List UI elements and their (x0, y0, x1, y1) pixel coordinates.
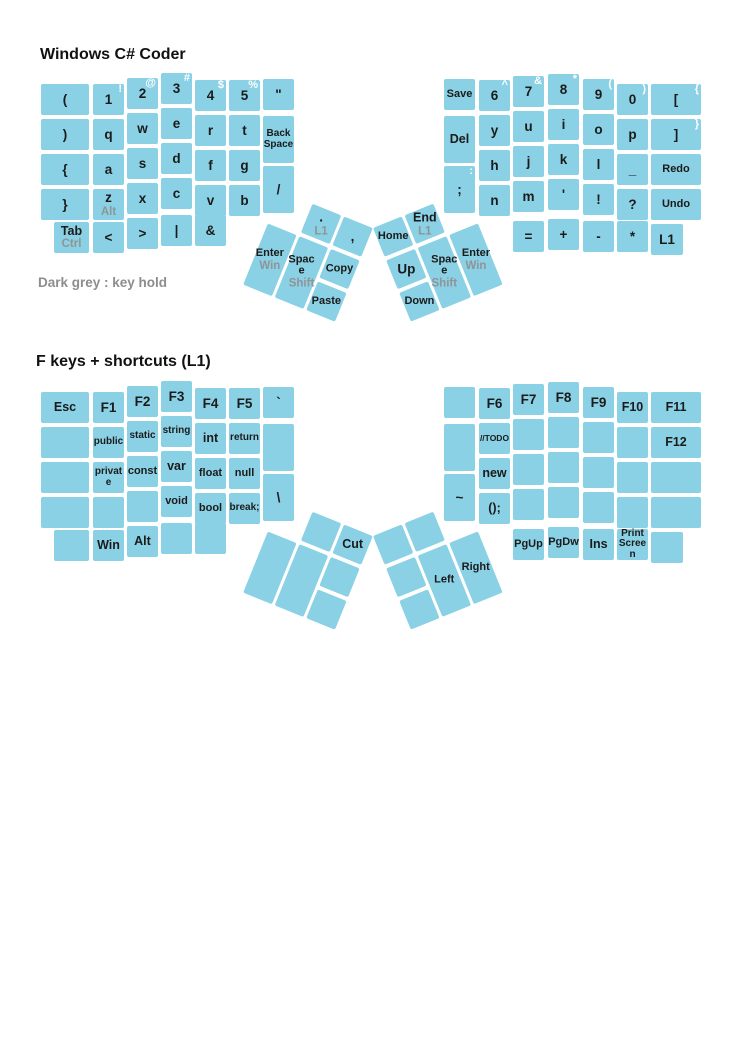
key-pgup: PgUp (513, 529, 544, 560)
key-blank (548, 487, 579, 518)
key-f7: F7 (513, 384, 544, 415)
key-blank (548, 417, 579, 448)
key-win: Win (93, 530, 124, 561)
key-up: Up (386, 249, 426, 289)
key-tab: Tab Ctrl (54, 222, 89, 253)
key-symbol: ; : (444, 166, 475, 213)
key-blank (513, 419, 544, 450)
key-space: Space Shift (418, 236, 471, 309)
key-home: Home (373, 216, 413, 256)
key-cut: Cut (332, 524, 372, 564)
key-symbol: | (161, 215, 192, 246)
key-symbol: } (41, 189, 89, 220)
key-symbol: ` (263, 387, 294, 418)
key-u: u (513, 111, 544, 142)
key-blank (651, 497, 701, 528)
key-symbol: ? (617, 189, 648, 220)
key-o: o (583, 114, 614, 145)
key-blank (513, 454, 544, 485)
key-6: 6 ^ (479, 80, 510, 111)
key-symbol: - (583, 221, 614, 252)
key-static: static (127, 421, 158, 452)
key-const: const (127, 456, 158, 487)
key-f12: F12 (651, 427, 701, 458)
key-r: r (195, 115, 226, 146)
key-symbol: & (195, 215, 226, 246)
key-blank (127, 491, 158, 522)
key-symbol: + (548, 219, 579, 250)
key-paste: Paste (306, 281, 346, 321)
key-f1: F1 (93, 392, 124, 423)
key-down: Down (399, 281, 439, 321)
key-var: var (161, 451, 192, 482)
key-left: Left (418, 544, 471, 617)
key-x: x (127, 183, 158, 214)
key-5: 5 % (229, 80, 260, 111)
key-c: c (161, 178, 192, 209)
key-symbol: , (332, 216, 372, 256)
key-symbol: ! (583, 184, 614, 215)
key-symbol: = (513, 221, 544, 252)
key-hold-legend: Dark grey : key hold (38, 275, 168, 290)
key-symbol: ' (548, 179, 579, 210)
key-1: 1 ! (93, 84, 124, 115)
key-symbol: < (93, 222, 124, 253)
key-int: int (195, 423, 226, 454)
key-blank (306, 589, 346, 629)
key-private: private (93, 462, 124, 493)
key-blank (444, 387, 475, 418)
key-symbol: > (127, 218, 158, 249)
key-blank (263, 424, 294, 471)
key-symbol: ~ (444, 474, 475, 521)
key-symbol: ) (41, 119, 89, 150)
key-f6: F6 (479, 388, 510, 419)
key-f2: F2 (127, 386, 158, 417)
key-symbol: { (41, 154, 89, 185)
key-symbol: [ { (651, 84, 701, 115)
key-copy: Copy (319, 249, 359, 289)
key-float: float (195, 458, 226, 489)
key-blank (161, 523, 192, 554)
key-symbol: (); (479, 493, 510, 524)
key-blank (41, 427, 89, 458)
key-d: d (161, 143, 192, 174)
key-h: h (479, 150, 510, 181)
key-blank (583, 492, 614, 523)
key-blank (93, 497, 124, 528)
key-right: Right (449, 531, 502, 604)
key-return: return (229, 423, 260, 454)
key-j: j (513, 146, 544, 177)
key-z: z Alt (93, 189, 124, 220)
key-w: w (127, 113, 158, 144)
key-space: Space Shift (275, 236, 328, 309)
key-m: m (513, 181, 544, 212)
key-t: t (229, 115, 260, 146)
key-redo: Redo (651, 154, 701, 185)
key-void: void (161, 486, 192, 517)
key-symbol: / (263, 166, 294, 213)
key-blank (195, 523, 226, 554)
key-e: e (161, 108, 192, 139)
key-ins: Ins (583, 529, 614, 560)
key-f: f (195, 150, 226, 181)
key-print-screen: Print Screen (618, 528, 647, 560)
key-symbol: ] } (651, 119, 701, 150)
key-del: Del (444, 116, 475, 163)
key-v: v (195, 185, 226, 216)
key-4: 4 $ (195, 80, 226, 111)
key-l1: L1 (651, 224, 683, 255)
key-symbol: _ (617, 154, 648, 185)
key-symbol: ( (41, 84, 89, 115)
key-8: 8 * (548, 74, 579, 105)
key-alt: Alt (127, 526, 158, 557)
key-back-space: Back Space (263, 116, 294, 163)
key-symbol: \ (263, 474, 294, 521)
key-blank (583, 457, 614, 488)
key-2: 2 @ (127, 78, 158, 109)
key-s: s (127, 148, 158, 179)
key-f4: F4 (195, 388, 226, 419)
layer0-title: Windows C# Coder (40, 46, 186, 63)
key-blank (41, 462, 89, 493)
key-blank (319, 557, 359, 597)
key-7: 7 & (513, 76, 544, 107)
key-end: End L1 (405, 204, 445, 244)
key-enter: Enter Win (449, 223, 502, 296)
key-f10: F10 (617, 392, 648, 423)
key-f5: F5 (229, 388, 260, 419)
key-symbol: * (617, 221, 648, 252)
key-n: n (479, 185, 510, 216)
key-esc: Esc (41, 392, 89, 423)
key-blank (617, 497, 648, 528)
key-f9: F9 (583, 387, 614, 418)
key-public: public (93, 427, 124, 458)
key-q: q (93, 119, 124, 150)
key-i: i (548, 109, 579, 140)
key-a: a (93, 154, 124, 185)
key-f3: F3 (161, 381, 192, 412)
key-3: 3 # (161, 73, 192, 104)
key-g: g (229, 150, 260, 181)
key-blank (548, 452, 579, 483)
key-blank (617, 462, 648, 493)
key-p: p (617, 119, 648, 150)
key-null: null (229, 458, 260, 489)
key-blank (513, 489, 544, 520)
key-blank (54, 530, 89, 561)
key-y: y (479, 115, 510, 146)
key-9: 9 ( (583, 79, 614, 110)
key-blank (583, 422, 614, 453)
key-bool: bool (195, 493, 226, 524)
key-string: string (161, 416, 192, 447)
key-undo: Undo (651, 189, 701, 220)
key-blank (41, 497, 89, 528)
key-l: l (583, 149, 614, 180)
key-f8: F8 (548, 382, 579, 413)
key-blank (617, 427, 648, 458)
key-blank (651, 532, 683, 563)
key-blank (444, 424, 475, 471)
key-enter: Enter Win (243, 223, 296, 296)
key-pgdw: PgDw (548, 527, 579, 558)
key-b: b (229, 185, 260, 216)
layer1-title: F keys + shortcuts (L1) (36, 353, 211, 370)
key-break: break; (229, 493, 260, 524)
key-k: k (548, 144, 579, 175)
key-f11: F11 (651, 392, 701, 423)
key-todo: //TODO (479, 423, 510, 454)
key-symbol: " (263, 79, 294, 110)
key-0: 0 ) (617, 84, 648, 115)
key-blank (651, 462, 701, 493)
key-symbol: . L1 (301, 204, 341, 244)
key-new: new (479, 458, 510, 489)
key-save: Save (444, 79, 475, 110)
